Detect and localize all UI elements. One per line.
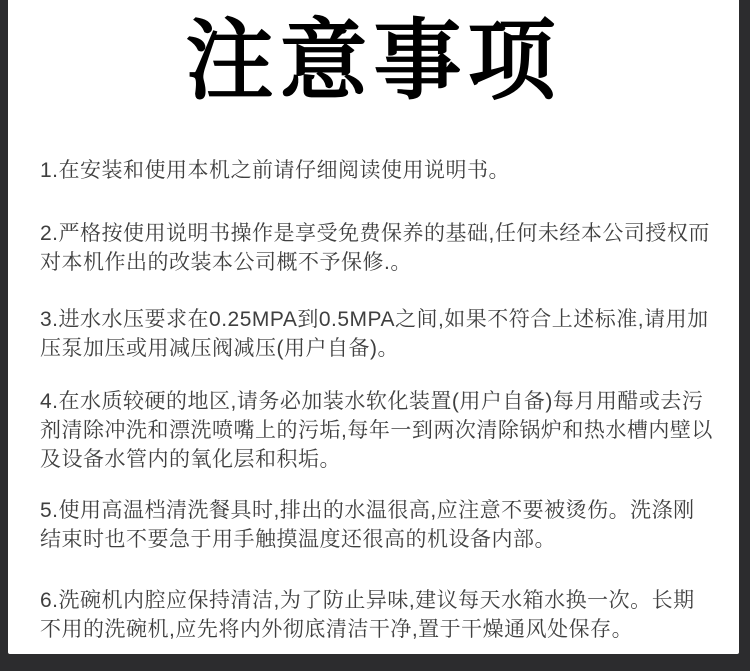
notice-item-3: 3.进水水压要求在0.25MPA到0.5MPA之间,如果不符合上述标准,请用加压泵加压或用减压阀减压(用户自备)。 xyxy=(40,308,709,360)
notice-page xyxy=(8,0,739,654)
page-title: 注意事项 xyxy=(185,11,562,110)
notice-item-5: 5.使用高温档清洗餐具时,排出的水温很高,应注意不要被烫伤。洗涤刚结束时也不要急于用手触摸温度还很高的机设备内部。 xyxy=(40,499,695,551)
notice-item-1: 1.在安装和使用本机之前请仔细阅读使用说明书。 xyxy=(40,159,511,182)
notice-item-2: 2.严格按使用说明书操作是享受免费保养的基础,任何未经本公司授权而对本机作出的改装本公司概不予保修.。 xyxy=(40,222,710,274)
notice-item-4: 4.在水质较硬的地区,请务必加装水软化装置(用户自备)每月用醋或去污剂清除冲洗和漂洗喷嘴上的污垢,每年一到两次清除锅炉和热水槽内壁以及设备水管内的氧化层和积垢。 xyxy=(40,390,713,471)
notice-list xyxy=(8,156,739,644)
notice-item-6: 6.洗碗机内腔应保持清洁,为了防止异味,建议每天水箱水换一次。长期不用的洗碗机,应先将内外彻底清洁干净,置于干燥通风处保存。 xyxy=(40,589,695,641)
